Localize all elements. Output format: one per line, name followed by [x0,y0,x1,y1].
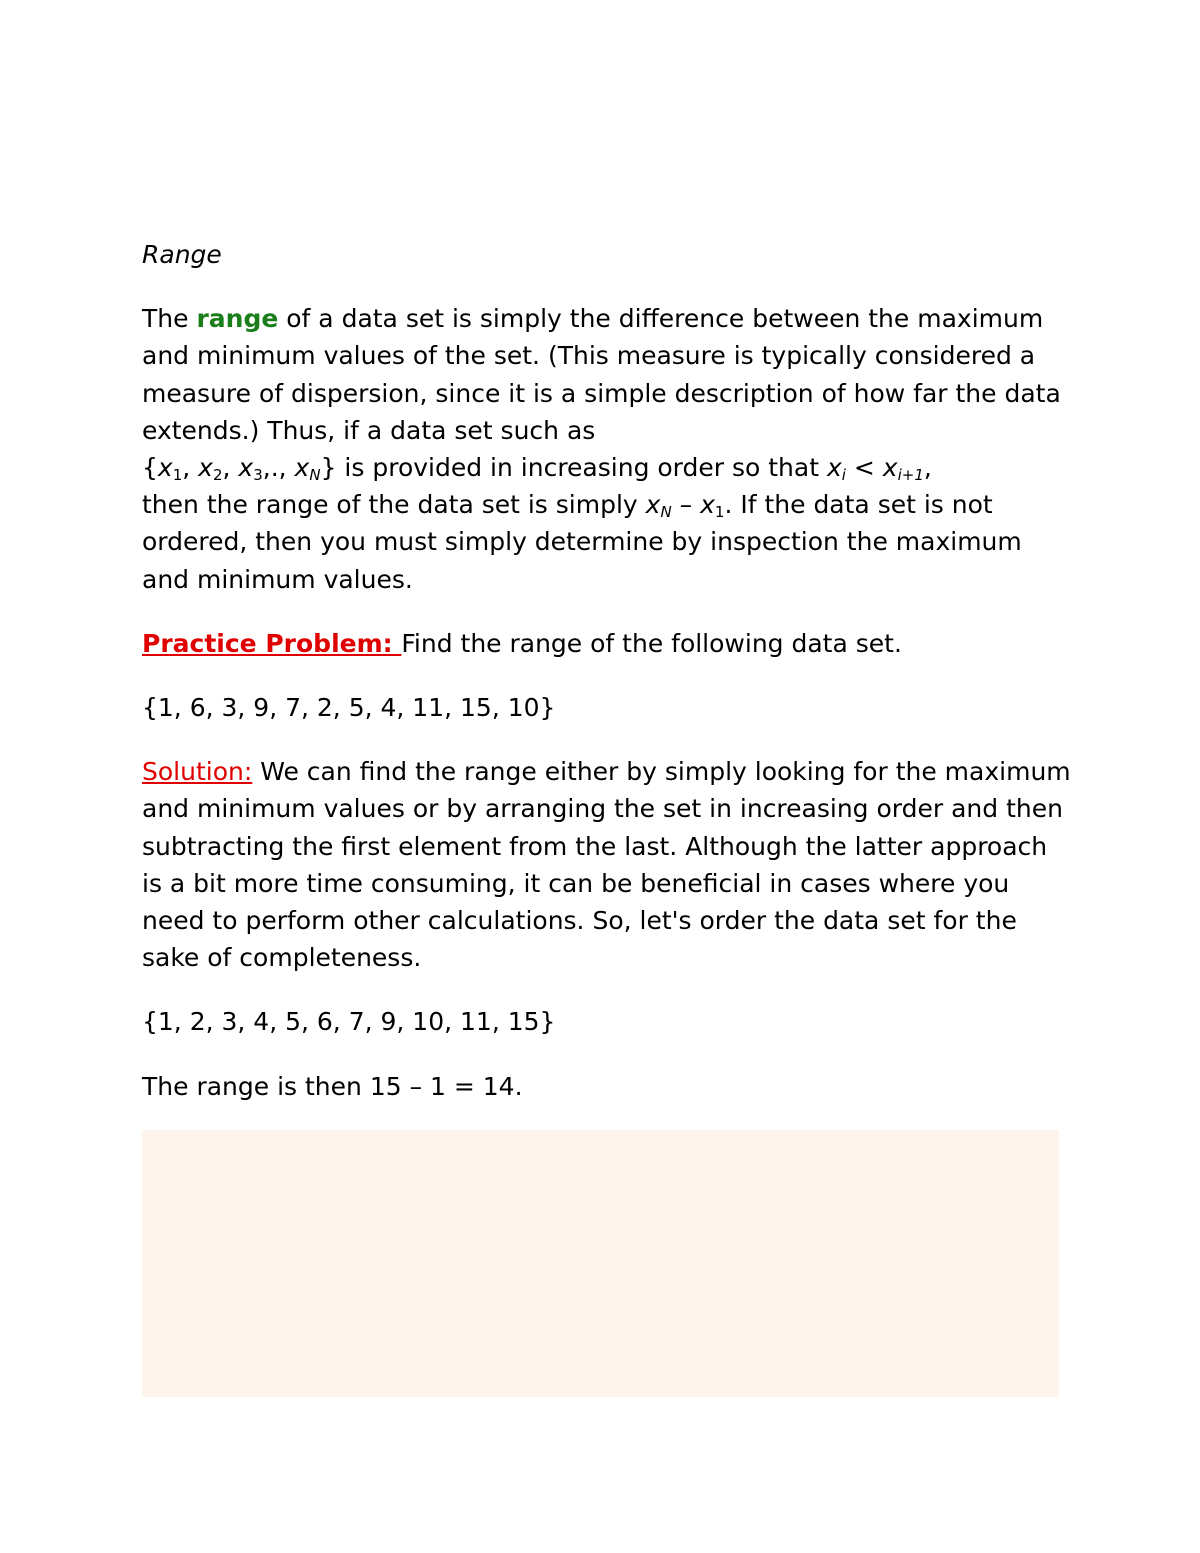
sub-1: 1 [714,503,725,522]
section-heading: Range [142,240,222,269]
solution-text: We can find the range either by simply looking for the maximum and minimum values or by arranging the set in increasing order and then subtracting the first element from the last. Although the latter approach is a bit more time consuming, it can be beneficial in cases where you need to perform other calculations. So, let's order the data set for the sake of completeness. [142,757,1071,973]
document-body [142,236,1072,1105]
solution-label: Solution: [142,757,253,787]
practice-label: Practice Problem: [142,628,402,658]
brace-close: } [320,453,337,483]
shaded-box [142,1130,1059,1397]
sub-n: N [309,466,321,485]
data-set: {1, 6, 3, 9, 7, 2, 5, 4, 11, 15, 10} [142,693,556,723]
definition-text-5: then the range of the data set is simply [142,490,646,520]
range-term: range [196,304,279,334]
var-x: x [157,453,173,483]
var-x: x [700,490,715,520]
sub-2: 2 [212,466,223,485]
practice-problem [142,625,1072,662]
definition-text-3: is provided in increasing order so that [336,453,827,483]
definition-paragraph [142,300,1072,598]
brace-open: { [142,453,158,483]
ordered-data-set: {1, 2, 3, 4, 5, 6, 7, 9, 10, 11, 15} [142,1007,556,1037]
sub-1: 1 [172,466,183,485]
var-x: x [882,453,898,483]
sub-i: i [841,466,846,485]
sub-3: 3 [253,466,263,485]
var-x: x [294,453,310,483]
comma: , [182,453,199,483]
sub-n: N [660,503,672,522]
ellipsis: ,., [262,453,287,483]
var-x: x [645,490,661,520]
minus: – [671,490,701,520]
solution-paragraph [142,753,1072,976]
definition-text-4: , [923,453,932,483]
definition-text-6: . If the data set is not ordered, then you must simply determine by inspection the maximum and minimum values. [142,490,1022,594]
definition-text-2: of a data set is simply the difference between the maximum and minimum values of the set. (This measure is typically considered a measure of dispersion, since it is a simple description of how far the data extends.) Thus, if a data set such as [142,304,1061,445]
var-x: x [238,453,254,483]
practice-text: Find the range of the following data set. [401,628,902,658]
less-than: < [845,453,883,483]
var-x: x [826,453,842,483]
range-result: The range is then 15 – 1 = 14. [142,1071,523,1101]
comma: , [222,453,239,483]
sub-i-plus-1: i+1 [897,466,924,485]
var-x: x [198,453,213,483]
definition-text-1: The [142,304,197,334]
